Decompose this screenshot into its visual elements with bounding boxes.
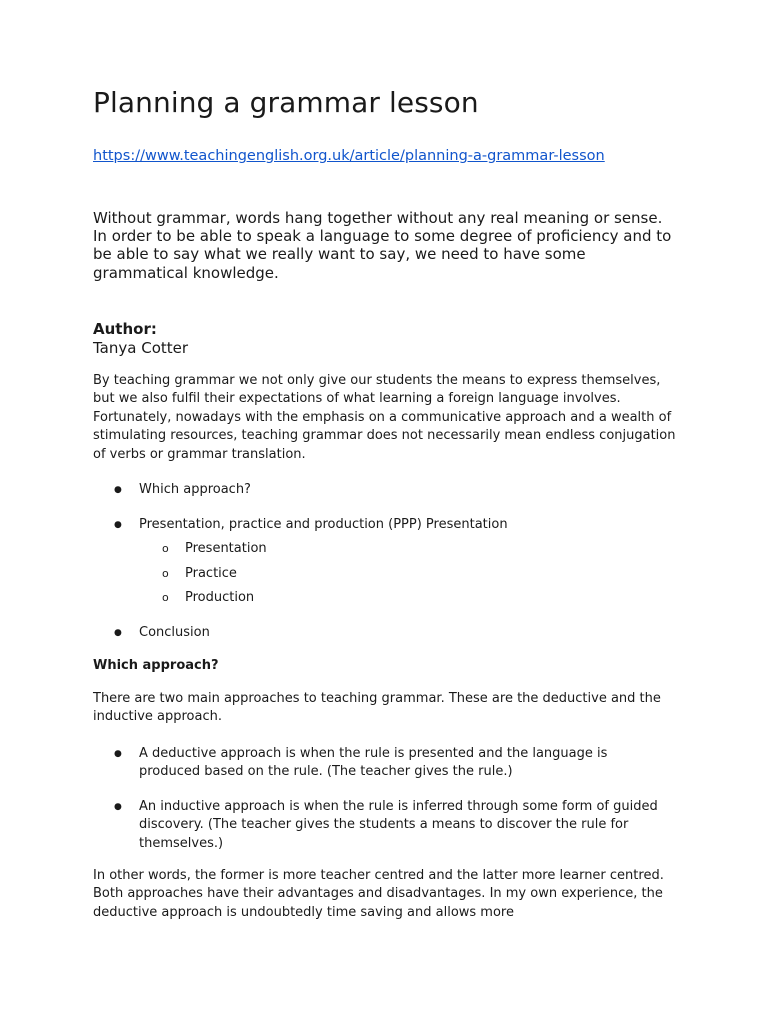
list-item-label: Conclusion <box>139 625 210 640</box>
body-paragraph-2: There are two main approaches to teaching grammar. These are the deductive and the inductive approach. <box>93 691 661 725</box>
list-item-label: Which approach? <box>139 482 251 497</box>
intro-paragraph: Without grammar, words hang together without any real meaning or sense. In order to be able to speak a language to some degree of proficiency and to be able to say what we really want to say, we need to have some grammatical knowledge. <box>93 209 672 282</box>
author-label: Author: <box>93 320 157 338</box>
sub-list-item-label: Practice <box>185 566 237 581</box>
bullet-icon: ● <box>114 749 122 759</box>
bullet-icon: ● <box>114 628 122 638</box>
list-item-label: Presentation, practice and production (PPP) Presentation <box>139 517 508 532</box>
sub-list-item-label: Presentation <box>185 541 267 556</box>
body-paragraph-1: By teaching grammar we not only give our students the means to express themselves, but we also fulfil their expectations of what learning a foreign language involves. Fortunately, nowadays with the emphasis on a communicative approach and a wealth of stimulating resources, teaching grammar does not necessarily mean endless conjugation of verbs or grammar translation. <box>93 373 676 462</box>
bullet-icon: ● <box>114 520 122 530</box>
circle-bullet-icon: o <box>162 591 169 604</box>
circle-bullet-icon: o <box>162 567 169 580</box>
bullet-icon: ● <box>114 485 122 495</box>
circle-bullet-icon: o <box>162 542 169 555</box>
source-link[interactable]: https://www.teachingenglish.org.uk/article/planning-a-grammar-lesson <box>93 148 605 164</box>
body-paragraph-3: In other words, the former is more teacher centred and the latter more learner centred. Both approaches have their advantages and disadvantages. In my own experience, the deductive approach is undoubtedly time saving and allows more <box>93 868 664 920</box>
section-heading: Which approach? <box>93 658 219 673</box>
bullet-icon: ● <box>114 802 122 812</box>
list-item-label: A deductive approach is when the rule is presented and the language is produced based on the rule. (The teacher gives the rule.) <box>139 746 608 780</box>
sub-list-item-label: Production <box>185 590 255 605</box>
author-name: Tanya Cotter <box>93 339 189 357</box>
list-item-label: An inductive approach is when the rule is inferred through some form of guided discovery. (The teacher gives the students a means to discover the rule for themselves.) <box>139 799 658 851</box>
page-title: Planning a grammar lesson <box>93 86 479 119</box>
